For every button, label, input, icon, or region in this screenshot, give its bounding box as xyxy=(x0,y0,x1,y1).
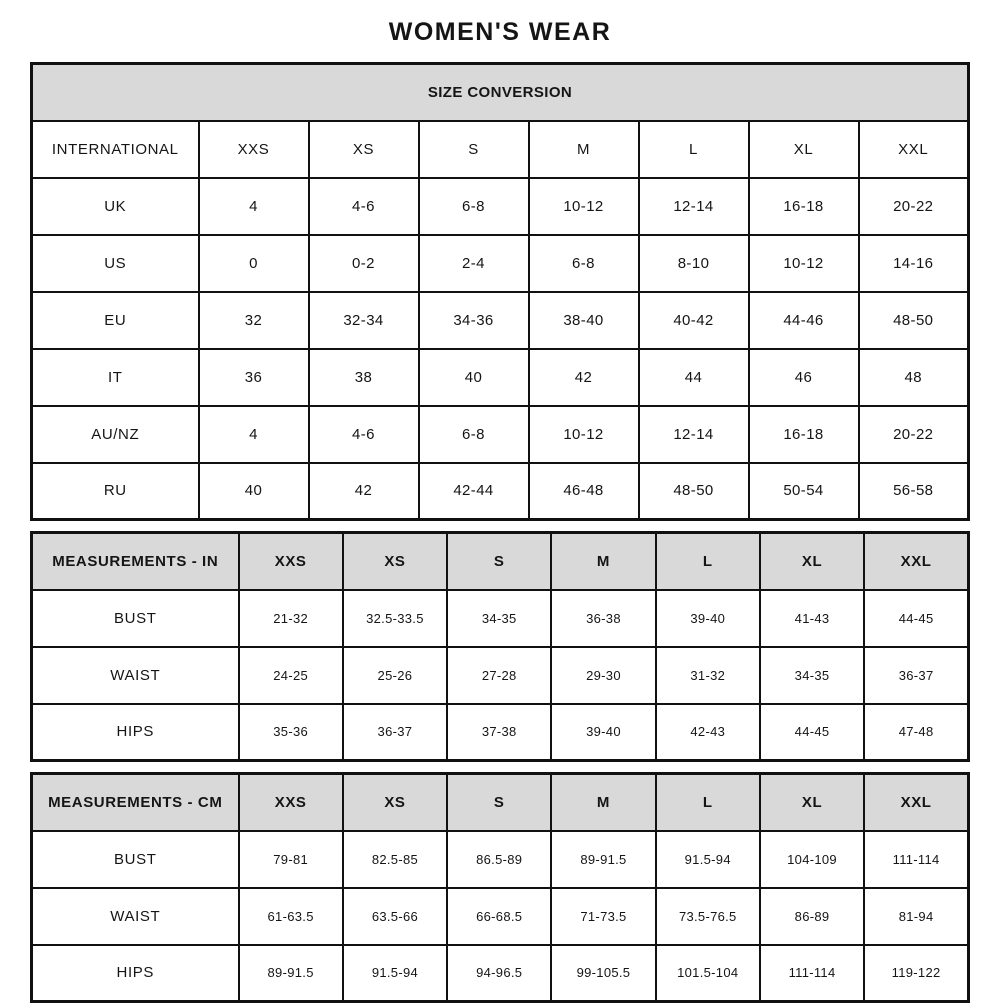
cell-uk-m: 10-12 xyxy=(529,178,639,235)
cell-bust-m: 36-38 xyxy=(551,590,655,647)
cell-it-xs: 38 xyxy=(309,349,419,406)
cell-waist-xl: 34-35 xyxy=(760,647,864,704)
header-cell-xxs: XXS xyxy=(239,533,343,590)
page-title: WOMEN'S WEAR xyxy=(388,18,612,46)
header-cell-l: L xyxy=(656,533,760,590)
cell-waist-l: 31-32 xyxy=(656,647,760,704)
cell-eu-m: 38-40 xyxy=(529,292,639,349)
cell-eu-s: 34-36 xyxy=(419,292,529,349)
cell-waist-s: 66-68.5 xyxy=(447,888,551,945)
cell-eu-xxl: 48-50 xyxy=(859,292,969,349)
size-conversion-title: SIZE CONVERSION xyxy=(32,64,969,121)
cell-au-nz-xxl: 20-22 xyxy=(859,406,969,463)
cell-bust-xl: 104-109 xyxy=(760,831,864,888)
cell-ru-m: 46-48 xyxy=(529,463,639,520)
cell-waist-l: 73.5-76.5 xyxy=(656,888,760,945)
cell-bust-s: 86.5-89 xyxy=(447,831,551,888)
row-label-hips: HIPS xyxy=(32,945,239,1002)
cell-bust-xxl: 44-45 xyxy=(864,590,968,647)
cell-hips-xxs: 35-36 xyxy=(239,704,343,761)
cell-waist-xxl: 36-37 xyxy=(864,647,968,704)
header-cell-xl: XL xyxy=(749,121,859,178)
measurements-in-header-row xyxy=(32,533,969,590)
cell-hips-m: 99-105.5 xyxy=(551,945,655,1002)
row-label-ru: RU xyxy=(32,463,199,520)
size-conversion-header-row xyxy=(32,121,969,178)
row-label-eu: EU xyxy=(32,292,199,349)
cell-waist-xxl: 81-94 xyxy=(864,888,968,945)
cell-hips-xxl: 47-48 xyxy=(864,704,968,761)
measurements-cm-row-bust xyxy=(32,831,969,888)
cell-au-nz-m: 10-12 xyxy=(529,406,639,463)
cell-waist-xl: 86-89 xyxy=(760,888,864,945)
row-label-hips: HIPS xyxy=(32,704,239,761)
cell-eu-xs: 32-34 xyxy=(309,292,419,349)
header-cell-xxl: XXL xyxy=(864,774,968,831)
size-conversion-row-au-nz xyxy=(32,406,969,463)
row-label-bust: BUST xyxy=(32,831,239,888)
cell-ru-xs: 42 xyxy=(309,463,419,520)
row-label-bust: BUST xyxy=(32,590,239,647)
cell-bust-xxs: 21-32 xyxy=(239,590,343,647)
cell-uk-xxs: 4 xyxy=(199,178,309,235)
header-cell-measurements-in: MEASUREMENTS - IN xyxy=(32,533,239,590)
header-cell-xxl: XXL xyxy=(864,533,968,590)
cell-us-l: 8-10 xyxy=(639,235,749,292)
header-cell-international: INTERNATIONAL xyxy=(32,121,199,178)
cell-hips-l: 101.5-104 xyxy=(656,945,760,1002)
cell-us-xl: 10-12 xyxy=(749,235,859,292)
header-cell-xxl: XXL xyxy=(859,121,969,178)
header-cell-measurements-cm: MEASUREMENTS - CM xyxy=(32,774,239,831)
size-conversion-row-it xyxy=(32,349,969,406)
cell-it-s: 40 xyxy=(419,349,529,406)
header-cell-xl: XL xyxy=(760,533,864,590)
cell-ru-xxs: 40 xyxy=(199,463,309,520)
cell-uk-xxl: 20-22 xyxy=(859,178,969,235)
size-conversion-row-ru xyxy=(32,463,969,520)
cell-au-nz-xs: 4-6 xyxy=(309,406,419,463)
measurements-in-row-waist xyxy=(32,647,969,704)
cell-eu-l: 40-42 xyxy=(639,292,749,349)
cell-hips-l: 42-43 xyxy=(656,704,760,761)
header-cell-m: M xyxy=(551,774,655,831)
cell-hips-xxs: 89-91.5 xyxy=(239,945,343,1002)
size-conversion-row-us xyxy=(32,235,969,292)
cell-waist-xxs: 61-63.5 xyxy=(239,888,343,945)
size-conversion-table xyxy=(30,62,970,521)
cell-hips-xs: 91.5-94 xyxy=(343,945,447,1002)
cell-ru-xxl: 56-58 xyxy=(859,463,969,520)
cell-it-l: 44 xyxy=(639,349,749,406)
cell-bust-xs: 82.5-85 xyxy=(343,831,447,888)
row-label-waist: WAIST xyxy=(32,647,239,704)
cell-us-xxl: 14-16 xyxy=(859,235,969,292)
cell-au-nz-l: 12-14 xyxy=(639,406,749,463)
header-cell-l: L xyxy=(639,121,749,178)
cell-uk-xl: 16-18 xyxy=(749,178,859,235)
cell-it-xl: 46 xyxy=(749,349,859,406)
cell-ru-s: 42-44 xyxy=(419,463,529,520)
header-cell-xs: XS xyxy=(309,121,419,178)
cell-eu-xxs: 32 xyxy=(199,292,309,349)
cell-waist-s: 27-28 xyxy=(447,647,551,704)
header-cell-xxs: XXS xyxy=(239,774,343,831)
cell-uk-s: 6-8 xyxy=(419,178,529,235)
cell-bust-m: 89-91.5 xyxy=(551,831,655,888)
cell-hips-m: 39-40 xyxy=(551,704,655,761)
cell-au-nz-s: 6-8 xyxy=(419,406,529,463)
measurements-cm-row-waist xyxy=(32,888,969,945)
measurements-in-table xyxy=(30,531,970,762)
cell-bust-l: 91.5-94 xyxy=(656,831,760,888)
cell-bust-s: 34-35 xyxy=(447,590,551,647)
header-cell-xl: XL xyxy=(760,774,864,831)
cell-hips-xs: 36-37 xyxy=(343,704,447,761)
header-cell-s: S xyxy=(447,774,551,831)
header-cell-s: S xyxy=(447,533,551,590)
cell-it-xxl: 48 xyxy=(859,349,969,406)
cell-hips-s: 37-38 xyxy=(447,704,551,761)
cell-uk-xs: 4-6 xyxy=(309,178,419,235)
cell-hips-xxl: 119-122 xyxy=(864,945,968,1002)
header-cell-m: M xyxy=(551,533,655,590)
cell-bust-l: 39-40 xyxy=(656,590,760,647)
cell-waist-xs: 63.5-66 xyxy=(343,888,447,945)
cell-waist-m: 29-30 xyxy=(551,647,655,704)
row-label-uk: UK xyxy=(32,178,199,235)
cell-hips-s: 94-96.5 xyxy=(447,945,551,1002)
size-conversion-title-row xyxy=(32,64,969,121)
cell-it-xxs: 36 xyxy=(199,349,309,406)
header-cell-l: L xyxy=(656,774,760,831)
cell-waist-xxs: 24-25 xyxy=(239,647,343,704)
cell-us-xs: 0-2 xyxy=(309,235,419,292)
cell-waist-m: 71-73.5 xyxy=(551,888,655,945)
cell-bust-xxs: 79-81 xyxy=(239,831,343,888)
header-cell-xxs: XXS xyxy=(199,121,309,178)
measurements-in-row-hips xyxy=(32,704,969,761)
cell-hips-xl: 111-114 xyxy=(760,945,864,1002)
cell-uk-l: 12-14 xyxy=(639,178,749,235)
cell-bust-xxl: 111-114 xyxy=(864,831,968,888)
header-cell-m: M xyxy=(529,121,639,178)
cell-us-s: 2-4 xyxy=(419,235,529,292)
cell-us-xxs: 0 xyxy=(199,235,309,292)
cell-bust-xs: 32.5-33.5 xyxy=(343,590,447,647)
size-conversion-row-uk xyxy=(32,178,969,235)
row-label-waist: WAIST xyxy=(32,888,239,945)
row-label-us: US xyxy=(32,235,199,292)
header-cell-xs: XS xyxy=(343,533,447,590)
row-label-it: IT xyxy=(32,349,199,406)
cell-ru-l: 48-50 xyxy=(639,463,749,520)
cell-au-nz-xl: 16-18 xyxy=(749,406,859,463)
measurements-in-row-bust xyxy=(32,590,969,647)
header-cell-s: S xyxy=(419,121,529,178)
cell-it-m: 42 xyxy=(529,349,639,406)
measurements-cm-header-row xyxy=(32,774,969,831)
cell-au-nz-xxs: 4 xyxy=(199,406,309,463)
measurements-cm-row-hips xyxy=(32,945,969,1002)
cell-us-m: 6-8 xyxy=(529,235,639,292)
measurements-cm-table xyxy=(30,772,970,1003)
cell-waist-xs: 25-26 xyxy=(343,647,447,704)
header-cell-xs: XS xyxy=(343,774,447,831)
size-conversion-row-eu xyxy=(32,292,969,349)
row-label-au-nz: AU/NZ xyxy=(32,406,199,463)
cell-bust-xl: 41-43 xyxy=(760,590,864,647)
cell-hips-xl: 44-45 xyxy=(760,704,864,761)
cell-eu-xl: 44-46 xyxy=(749,292,859,349)
cell-ru-xl: 50-54 xyxy=(749,463,859,520)
